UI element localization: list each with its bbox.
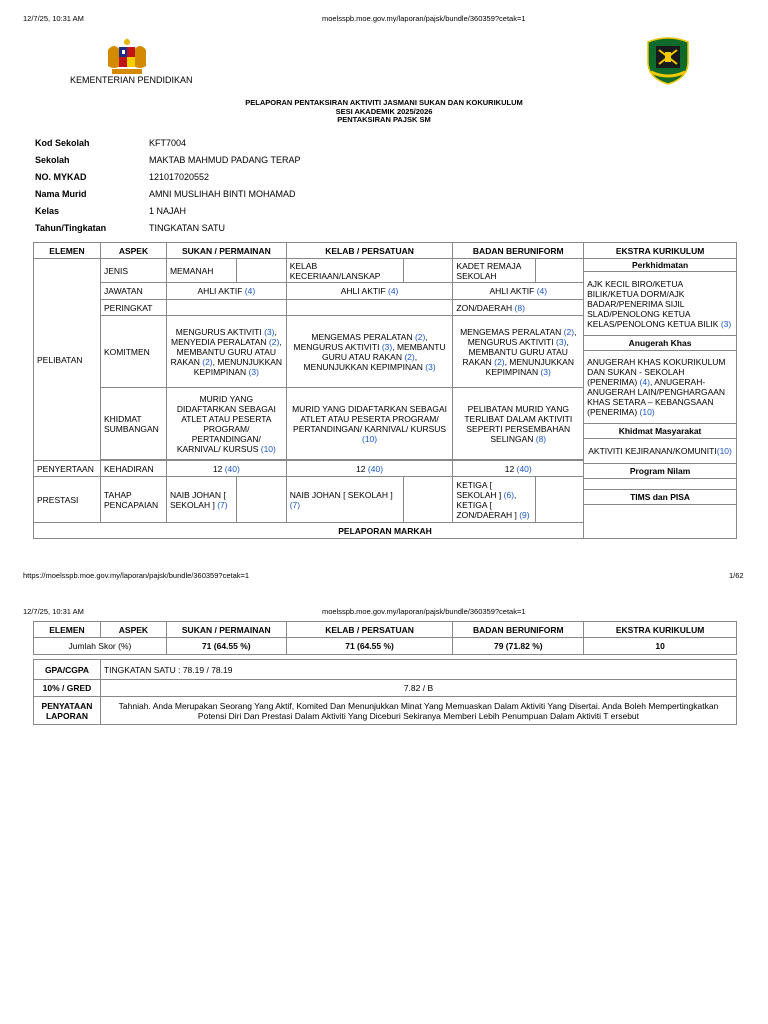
- nilam-heading: Program Nilam: [584, 464, 736, 479]
- penyataan-label: PENYATAAN LAPORAN: [34, 697, 101, 725]
- tahap-kelab-score: (7): [289, 499, 301, 510]
- jenis-label: JENIS: [100, 259, 166, 283]
- page2-datetime: 12/7/25, 10:31 AM: [23, 607, 84, 616]
- komitmen-badan: MENGEMAS PERALATAN (2), MENGURUS AKTIVITI (3), MEMBANTU GURU ATAU RAKAN (2), MENUNJUKKAN KEPIMPINAN (3): [453, 316, 584, 388]
- tahap-sukan: NAIB JOHAN [ SEKOLAH ]: [169, 489, 226, 510]
- p2-col-kelab: KELAB / PERSATUAN: [286, 622, 453, 638]
- info-value: 121017020552: [149, 171, 210, 182]
- tahap-label: TAHAP PENCAPAIAN: [100, 477, 166, 523]
- info-label: Kelas: [35, 205, 60, 216]
- peringkat-label: PERINGKAT: [100, 300, 166, 316]
- tahap-badan-score-1: (6): [503, 489, 515, 500]
- gred-value: 7.82 / B: [100, 680, 736, 697]
- tahap-badan-1: KETIGA [ SEKOLAH ]: [456, 479, 504, 500]
- info-row: [35, 168, 301, 185]
- perkhidmatan-score: (3): [720, 318, 732, 329]
- info-row: [35, 219, 301, 236]
- perkhidmatan-text: AJK KECIL BIRO/KETUA BILIK/KETUA DORM/AJK BADAR/PENERIMA SIJIL SLAD/PENOLONG KETUA KELAS/PENOLONG KETUA BILIK: [587, 278, 721, 329]
- prestasi-cell: PRESTASI: [34, 477, 101, 523]
- khidmat-sukan-score: (10): [260, 443, 276, 454]
- print-url: moelsspb.moe.gov.my/laporan/pajsk/bundle/360359?cetak=1: [322, 14, 526, 23]
- report-title: PELAPORAN PENTAKSIRAN AKTIVITI JASMANI SUKAN DAN KOKURIKULUM: [245, 98, 523, 107]
- col-sukan: SUKAN / PERMAINAN: [166, 243, 286, 259]
- jawatan-kelab-score: (4): [387, 286, 399, 296]
- ministry-name: KEMENTERIAN PENDIDIKAN: [70, 75, 193, 85]
- tahap-badan-2: KETIGA [ ZON/DAERAH ]: [456, 499, 520, 520]
- peringkat-badan-score: (8): [514, 302, 525, 313]
- komitmen-kelab: MENGEMAS PERALATAN (2), MENGURUS AKTIVITI (3), MEMBANTU GURU ATAU RAKAN (2), MENUNJUKKAN KEPIMPINAN (3): [286, 316, 453, 388]
- tahap-badan-score-2: (9): [519, 509, 530, 520]
- perkhidmatan-heading: Perkhidmatan: [584, 259, 736, 272]
- report-subtitle: PENTAKSIRAN PAJSK SM: [337, 115, 431, 124]
- p2-col-elemen: ELEMEN: [34, 622, 101, 638]
- pelibatan-cell: PELIBATAN: [34, 259, 101, 461]
- info-row: [35, 134, 301, 151]
- info-label: Sekolah: [35, 154, 70, 165]
- info-label: Nama Murid: [35, 188, 87, 199]
- masyarakat-text: AKTIVITI KEJIRANAN/KOMUNITI: [588, 446, 717, 456]
- kehadiran-sukan: 12: [212, 463, 225, 474]
- info-label: Kod Sekolah: [35, 137, 90, 148]
- jumlah-sukan: 71 (64.55 %): [166, 638, 286, 655]
- jenis-kelab: KELAB KECERIAAN/LANSKAP: [286, 259, 403, 283]
- info-value: MAKTAB MAHMUD PADANG TERAP: [149, 154, 301, 165]
- jawatan-badan: AHLI AKTIF: [489, 286, 535, 296]
- print-datetime: 12/7/25, 10:31 AM: [23, 14, 84, 23]
- gred-label: 10% / GRED: [34, 680, 101, 697]
- jawatan-sukan: AHLI AKTIF: [197, 286, 243, 296]
- jawatan-badan-score: (4): [536, 286, 548, 296]
- jenis-badan: KADET REMAJA SEKOLAH: [453, 259, 536, 283]
- jawatan-label: JAWATAN: [100, 283, 166, 300]
- khidmat-badan-score: (8): [535, 433, 547, 444]
- info-row: [35, 151, 301, 168]
- student-info: [35, 134, 301, 236]
- khidmat-label: KHIDMAT SUMBANGAN: [100, 388, 166, 460]
- assessment-table: ELEMEN ASPEK SUKAN / PERMAINAN KELAB / PERSATUAN BADAN BERUNIFORM EKSTRA KURIKULUM PELIBATAN JENIS MEMANAH KELAB KECERIAAN/LANSKAP KADET REMAJA SEKOLAH Perkhidmatan AJK KECIL BIRO/KETUA BILIK/KETUA DORM/AJK BADAR/PENERIMA SIJIL SLAD/PENOLONG KETUA KELAS/PENOLONG KETUA BILIK (3) Anugerah Khas ANUGERAH KHAS KOKURIKULUM DAN SUKAN - SEKOLAH (PENERIMA) (4), ANUGERAH-ANUGERAH LAIN/PENGHARGAAN KHAS SETARA – KEBANGSAAN (PENERIMA) (10) Khidmat Masyarakat AKTIVITI KEJIRANAN/KOMUNITI(10) Program Nilam TIMS dan PISA JAWATAN AHLI AKTIF (4) AHLI AKTIF (4) AHLI AKTIF (4) PERINGKAT ZON/DAERAH (8) KOMITMEN MENGURUS AKTIVITI (3), MENYEDIA PERALATAN (2), MEMBANTU GURU ATAU RAKAN (2), MENUNJUKKAN KEPIMPINAN (3) MENGEMAS PERALATAN (2), MENGURUS AKTIVITI (3), MEMBANTU GURU ATAU RAKAN (2), MENUNJUKKAN KEPIMPINAN (3) MENGEMAS PERALATAN (2), MENGURUS AKTIVITI (3), MEMBANTU GURU ATAU RAKAN (2), MENUNJUKKAN KEPIMPINAN (3) KHIDMAT SUMBANGAN MURID YANG DIDAFTARKAN SEBAGAI ATLET ATAU PESERTA PROGRAM/ PERTANDINGAN/ KARNIVAL/ KURSUS (10) MURID YANG DIDAFTARKAN SEBAGAI ATLET ATAU PESERTA PROGRAM/ PERTANDINGAN/ KARNIVAL/ KURSUS (10) PELIBATAN MURID YANG TERLIBAT DALAM AKTIVITI SEPERTI PERSEMBAHAN SELINGAN (8) PENYERTAAN KEHADIRAN 12 (40) 12 (40) 12 (40) PRESTASI TAHAP PENCAPAIAN NAIB JOHAN [ SEKOLAH ] (7) NAIB JOHAN [ SEKOLAH ] (7) KETIGA [ SEKOLAH ] (6), KETIGA [ ZON/DAERAH ] (9) PELAPORAN MARKAH: [33, 242, 737, 539]
- kehadiran-label: KEHADIRAN: [100, 461, 166, 477]
- info-row: [35, 185, 301, 202]
- tahap-kelab: NAIB JOHAN [ SEKOLAH ]: [289, 489, 393, 500]
- penyertaan-cell: PENYERTAAN: [34, 461, 101, 477]
- tahap-sukan-score: (7): [217, 499, 228, 510]
- jawatan-sukan-score: (4): [244, 286, 256, 296]
- kehadiran-kelab: 12: [356, 463, 368, 474]
- pelaporan-markah: PELAPORAN MARKAH: [34, 523, 737, 539]
- masyarakat-score: (10): [716, 446, 732, 456]
- anugerah-text-1: ANUGERAH KHAS KOKURIKULUM DAN SUKAN - SEKOLAH (PENERIMA): [587, 357, 726, 387]
- masyarakat-heading: Khidmat Masyarakat: [584, 424, 736, 439]
- col-kelab: KELAB / PERSATUAN: [286, 243, 453, 259]
- page2-url: moelsspb.moe.gov.my/laporan/pajsk/bundle/360359?cetak=1: [322, 607, 526, 616]
- info-value: KFT7004: [149, 137, 187, 148]
- anugerah-text-2: , ANUGERAH-ANUGERAH LAIN/PENGHARGAAN KHAS SETARA – KEBANGSAAN (PENERIMA): [587, 377, 726, 417]
- khidmat-kelab: MURID YANG DIDAFTARKAN SEBAGAI ATLET ATAU PESERTA PROGRAM/ PERTANDINGAN/ KARNIVAL/ KURSUS: [292, 403, 448, 434]
- col-aspek: ASPEK: [100, 243, 166, 259]
- jumlah-label: Jumlah Skor (%): [34, 638, 167, 655]
- ekstra-column: [584, 259, 737, 539]
- report-session: SESI AKADEMIK 2025/2026: [335, 106, 433, 116]
- kehadiran-kelab-score: (40): [367, 463, 384, 474]
- info-value: AMNI MUSLIHAH BINTI MOHAMAD: [149, 188, 296, 199]
- khidmat-kelab-score: (10): [362, 433, 378, 444]
- footer-page: 1/62: [729, 571, 744, 580]
- anugerah-heading: Anugerah Khas: [584, 336, 736, 351]
- anugerah-score-2: (10): [639, 407, 655, 417]
- anugerah-score-1: (4): [639, 377, 650, 387]
- gpa-value: TINGKATAN SATU : 78.19 / 78.19: [100, 660, 736, 680]
- khidmat-badan: PELIBATAN MURID YANG TERLIBAT DALAM AKTIVITI SEPERTI PERSEMBAHAN SELINGAN: [464, 403, 573, 444]
- jawatan-kelab: AHLI AKTIF: [340, 286, 386, 296]
- summary-table: [33, 621, 737, 725]
- kehadiran-badan-score: (40): [516, 463, 532, 474]
- p2-col-badan: BADAN BERUNIFORM: [453, 622, 584, 638]
- komitmen-sukan: MENGURUS AKTIVITI (3), MENYEDIA PERALATAN (2), MEMBANTU GURU ATAU RAKAN (2), MENUNJUKKAN KEPIMPINAN (3): [166, 316, 286, 388]
- kehadiran-sukan-score: (40): [224, 463, 240, 474]
- ministry-crest-logo: [104, 36, 150, 78]
- school-badge-logo: [645, 34, 691, 86]
- col-elemen: ELEMEN: [34, 243, 101, 259]
- gpa-label: GPA/CGPA: [34, 660, 101, 680]
- jenis-sukan: MEMANAH: [166, 259, 236, 283]
- jumlah-kelab: 71 (64.55 %): [286, 638, 453, 655]
- info-row: [35, 202, 301, 219]
- col-ekstra: EKSTRA KURIKULUM: [584, 243, 737, 259]
- info-value: 1 NAJAH: [149, 205, 187, 216]
- penyataan-text: Tahniah. Anda Merupakan Seorang Yang Aktif, Komited Dan Menunjukkan Minat Yang Memuaskan Dalam Aktiviti Yang Disertai. Anda Boleh Mempertingkatkan Potensi Diri Dan Prestasi Dalam Aktiviti Yang Diceburi Sekiranya Memberi Lebih Penumpuan Dalam Aktiviti T ersebut: [100, 697, 736, 725]
- p2-col-sukan: SUKAN / PERMAINAN: [166, 622, 286, 638]
- info-value: TINGKATAN SATU: [149, 222, 226, 233]
- khidmat-sukan: MURID YANG DIDAFTARKAN SEBAGAI ATLET ATAU PESERTA PROGRAM/ PERTANDINGAN/ KARNIVAL/ KURSUS: [176, 393, 276, 454]
- jumlah-badan: 79 (71.82 %): [453, 638, 584, 655]
- peringkat-badan: ZON/DAERAH: [456, 302, 513, 313]
- col-badan: BADAN BERUNIFORM: [453, 243, 584, 259]
- tims-heading: TIMS dan PISA: [584, 490, 736, 505]
- komitmen-label: KOMITMEN: [100, 316, 166, 388]
- footer-url: https://moelsspb.moe.gov.my/laporan/pajsk/bundle/360359?cetak=1: [23, 571, 250, 580]
- jumlah-ekstra: 10: [584, 638, 737, 655]
- info-label: NO. MYKAD: [35, 171, 87, 182]
- kehadiran-badan: 12: [504, 463, 517, 474]
- p2-col-ekstra: EKSTRA KURIKULUM: [584, 622, 737, 638]
- p2-col-aspek: ASPEK: [100, 622, 166, 638]
- info-label: Tahun/Tingkatan: [35, 222, 107, 233]
